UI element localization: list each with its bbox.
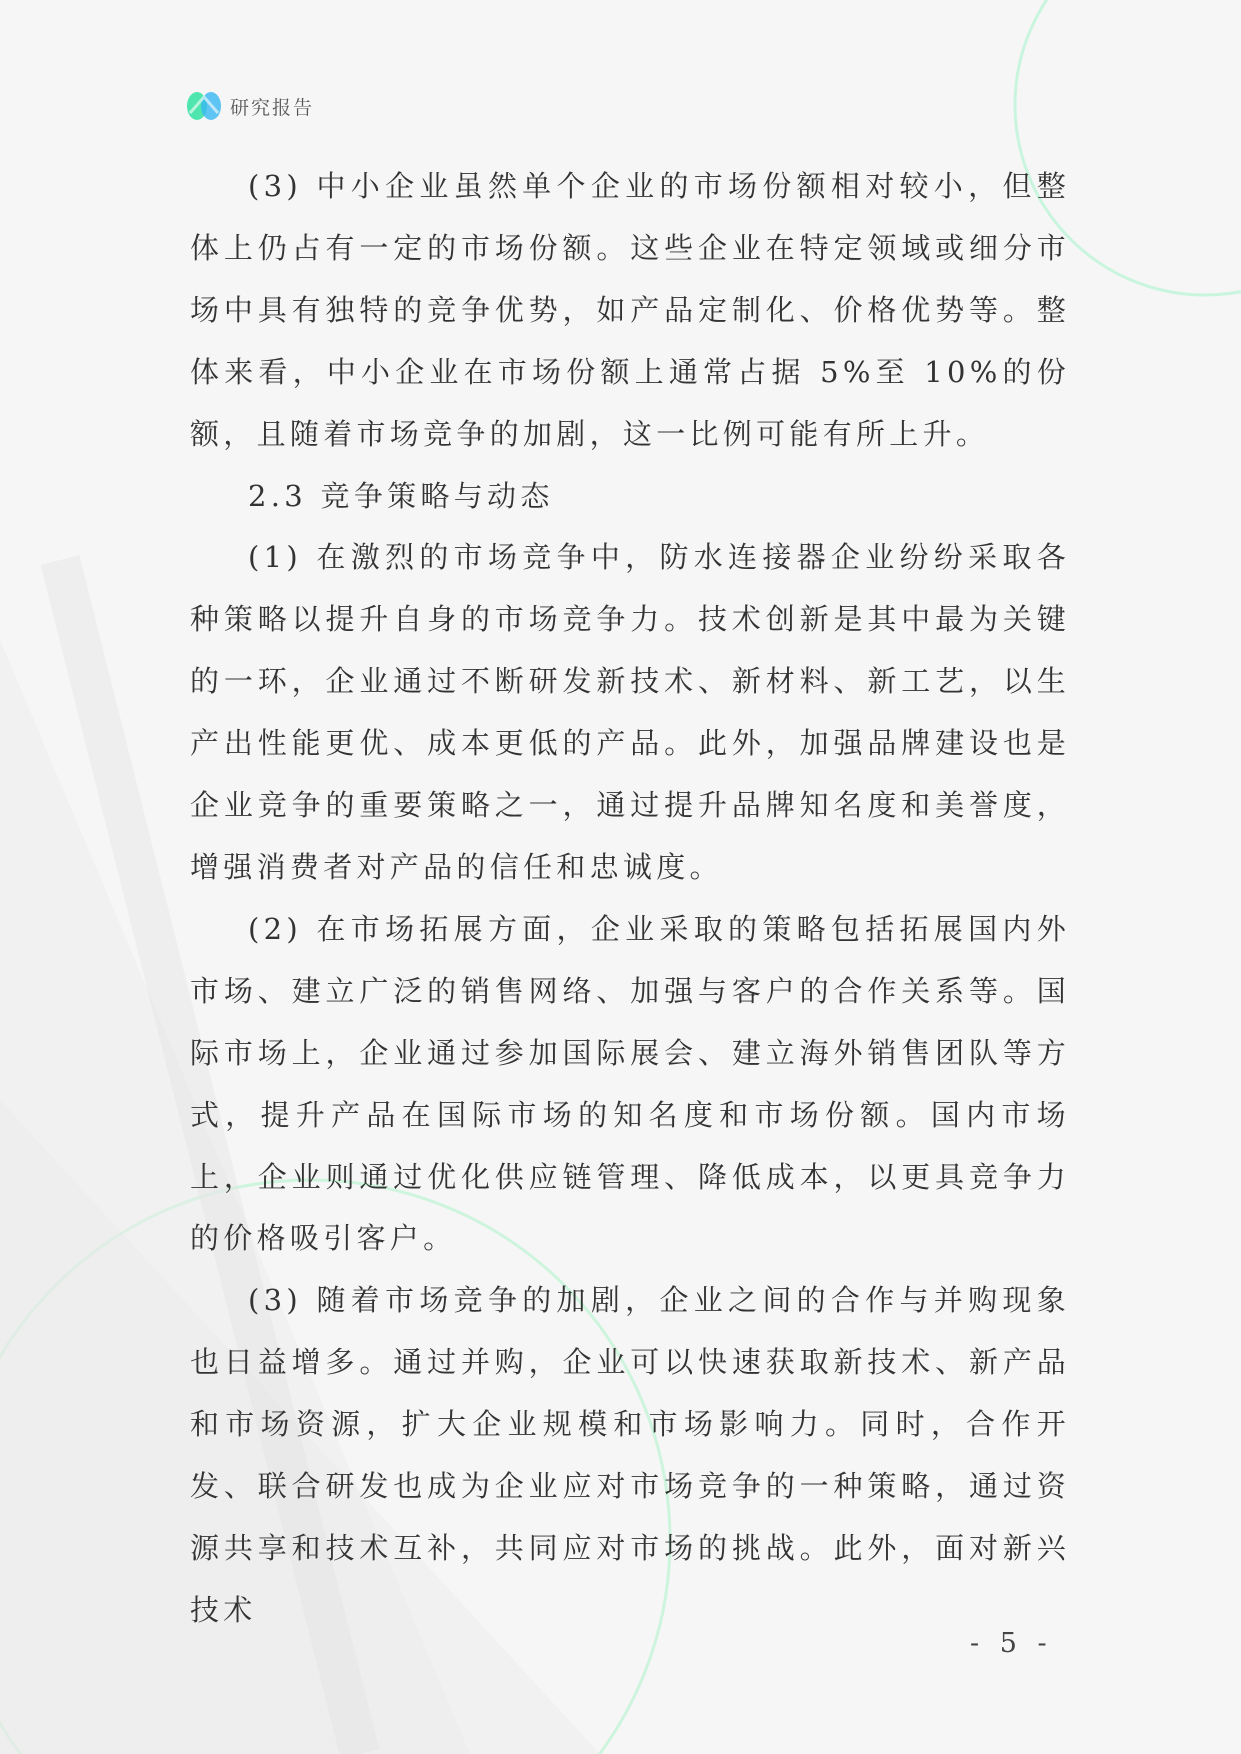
report-header-title: 研究报告 bbox=[230, 96, 315, 119]
page-number: - 5 - bbox=[970, 1628, 1053, 1659]
report-logo-icon bbox=[186, 89, 222, 123]
body-paragraph: (3) 中小企业虽然单个企业的市场份额相对较小，但整体上仍占有一定的市场份额。这些企业在特定领域或细分市场中具有独特的竞争优势，如产品定制化、价格优势等。整体来看，中小企业在市场份额上通常占据 5%至 10%的份额，且随着市场竞争的加剧，这一比例可能有所上升。 bbox=[190, 169, 1070, 451]
section-heading: 2.3 竞争策略与动态 bbox=[248, 478, 554, 513]
body-paragraph: (3) 随着市场竞争的加剧，企业之间的合作与并购现象也日益增多。通过并购，企业可以快速获取新技术、新产品和市场资源，扩大企业规模和市场影响力。同时，合作开发、联合研发也成为企业应对市场竞争的一种策略，通过资源共享和技术互补，共同应对市场的挑战。此外，面对新兴技术 bbox=[190, 1283, 1070, 1627]
report-body bbox=[190, 156, 1070, 1642]
report-header bbox=[186, 88, 314, 124]
body-paragraph: (2) 在市场拓展方面，企业采取的策略包括拓展国内外市场、建立广泛的销售网络、加强与客户的合作关系等。国际市场上，企业通过参加国际展会、建立海外销售团队等方式，提升产品在国际市场的知名度和市场份额。国内市场上，企业则通过优化供应链管理、降低成本，以更具竞争力的价格吸引客户。 bbox=[190, 911, 1070, 1256]
body-paragraph: (1) 在激烈的市场竞争中，防水连接器企业纷纷采取各种策略以提升自身的市场竞争力。技术创新是其中最为关键的一环，企业通过不断研发新技术、新材料、新工艺，以生产出性能更优、成本更低的产品。此外，加强品牌建设也是企业竞争的重要策略之一，通过提升品牌知名度和美誉度，增强消费者对产品的信任和忠诚度。 bbox=[190, 540, 1070, 884]
